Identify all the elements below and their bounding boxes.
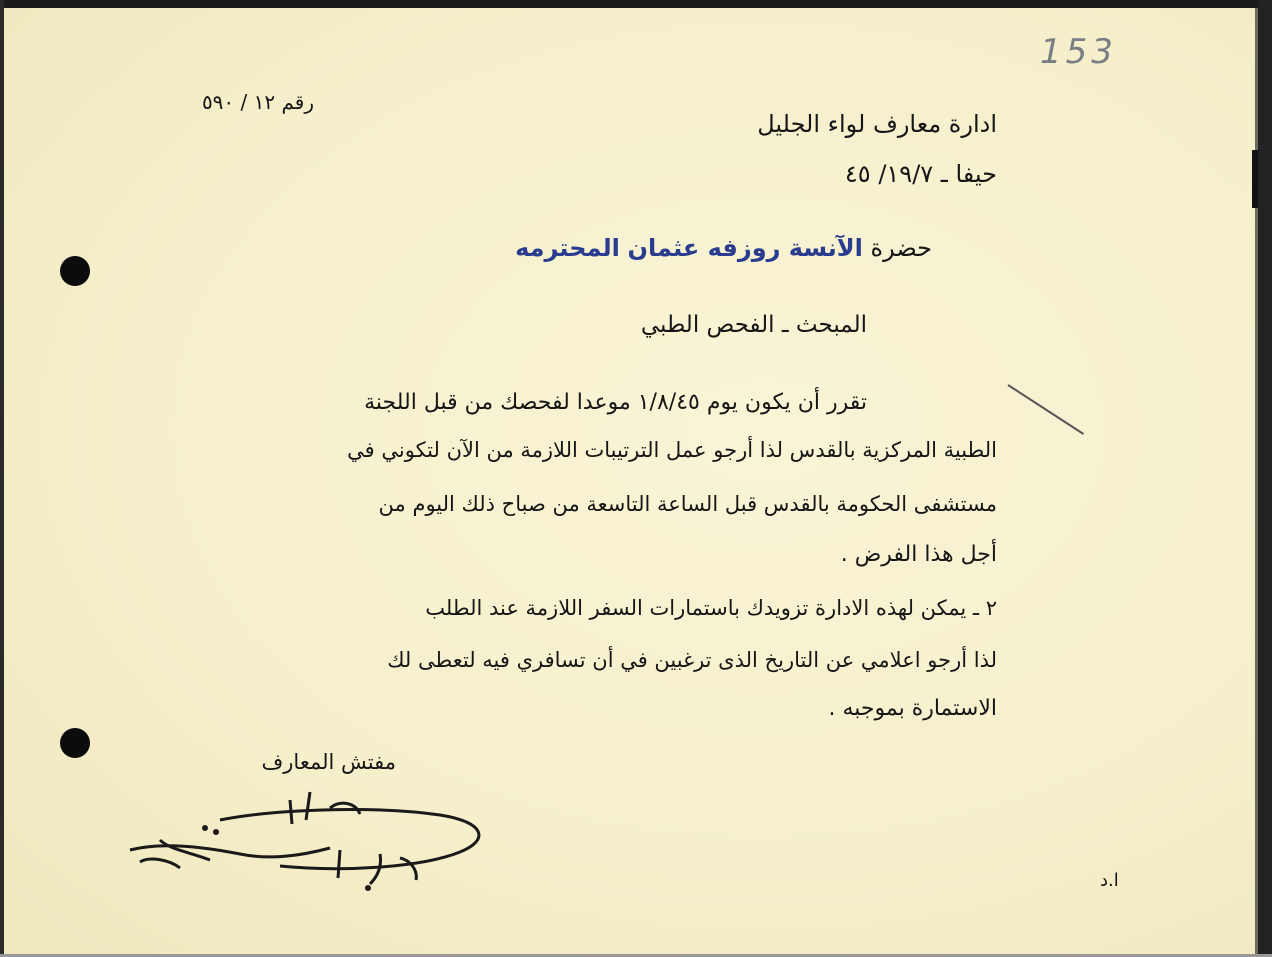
paragraph-two-line: ٢ ـ يمكن لهذه الادارة تزويدك باستمارات السفر اللازمة عند الطلب (425, 596, 997, 620)
subject-line: المبحث ـ الفحص الطبي (640, 312, 867, 338)
paragraph-two-line: لذا أرجو اعلامي عن التاريخ الذى ترغبين في أن تسافري فيه لتعطى لك (387, 648, 997, 672)
footer-initials: ا.د (1100, 870, 1119, 891)
paragraph-two-line: الاستمارة بموجبه . (828, 696, 997, 721)
scan-edge-nick (1252, 150, 1258, 208)
body-line: تقرر أن يكون يوم ١/٨/٤٥ موعدا لفحصك من قبل اللجنة (364, 390, 867, 415)
body-line: مستشفى الحكومة بالقدس قبل الساعة التاسعة من صباح ذلك اليوم من (378, 492, 997, 516)
recipient-name: الآنسة روزفه عثمان (627, 234, 863, 262)
salutation-suffix: المحترمه (515, 234, 620, 262)
handwritten-signature (120, 780, 500, 900)
punch-hole-bottom (60, 728, 90, 758)
place-date: حيفا ـ ١٩/٧/ ٤٥ (844, 160, 997, 188)
signatory-title: مفتش المعارف (261, 750, 396, 774)
scan-edge-left (0, 0, 4, 957)
body-line: الطبية المركزية بالقدس لذا أرجو عمل الترتيبات اللازمة من الآن لتكوني في (347, 438, 997, 462)
office-header: ادارة معارف لواء الجليل (757, 110, 997, 138)
salutation-prefix: حضرة (870, 234, 932, 262)
salutation (515, 236, 932, 260)
body-line: أجل هذا الفرض . (840, 542, 997, 567)
scan-edge-right (1258, 0, 1272, 957)
scan-edge-top (0, 0, 1272, 8)
reference-number: رقم ١٢ / ٥٩٠ (201, 90, 314, 114)
punch-hole-top (60, 256, 90, 286)
archive-number: 153 (1040, 32, 1117, 72)
